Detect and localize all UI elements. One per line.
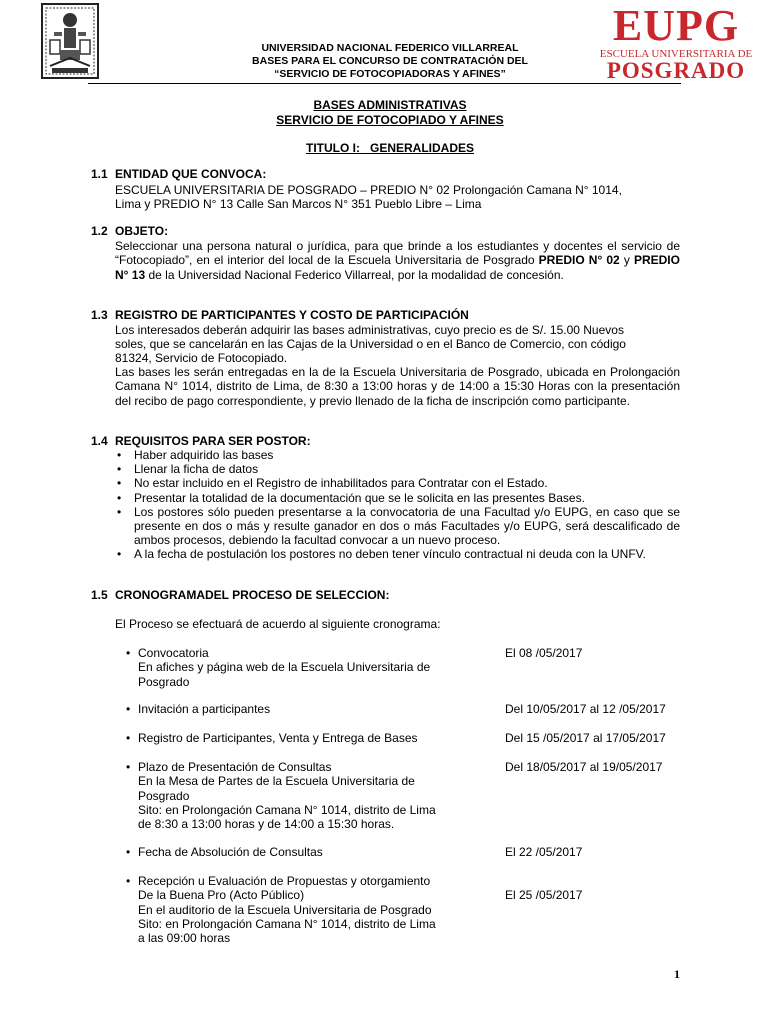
page-number: 1 bbox=[674, 967, 680, 981]
section-1-4-number: 1.4 bbox=[91, 434, 108, 448]
list-item: • Los postores sólo pueden presentarse a la convocatoria de una Facultad y/o EUPG, en caso que se presente en dos o más y resulte ganador en dos o más Facultades y/o EUPG, será descalificado de ambos procesos, debiendo la facultad convocar a un nuevo proceso. bbox=[115, 505, 680, 548]
section-1-2-title: OBJETO: bbox=[115, 224, 169, 238]
header-contest: BASES PARA EL CONCURSO DE CONTRATACIÓN DEL bbox=[252, 55, 528, 67]
schedule-date: Del 10/05/2017 al 12 /05/2017 bbox=[505, 702, 666, 716]
list-item: • A la fecha de postulación los postores no deben tener vínculo contractual ni deuda con la UNFV. bbox=[115, 547, 680, 561]
section-1-1-line2: Lima y PREDIO N° 13 Calle San Marcos N° 351 Pueblo Libre – Lima bbox=[115, 197, 482, 211]
schedule-row bbox=[126, 731, 486, 745]
bullet-icon: • bbox=[126, 845, 131, 859]
schedule-activity: Recepción u Evaluación de Propuestas y otorgamiento bbox=[138, 874, 431, 888]
schedule-row bbox=[126, 646, 486, 689]
logo-brand: EUPG bbox=[612, 1, 740, 50]
section-1-3-para2: Las bases les serán entregadas en la de la Escuela Universitaria de Posgrado, ubicada en Prolongación Camana N° 1014, distrito de Lima, de 8:30 a 13:00 horas y de 14:00 a 15:30 Horas con la presentación del recibo de pago correspondiente, y previo llenado de la ficha de inscripción como participante. bbox=[115, 365, 680, 408]
section-1-3-para1-line3: 81324, Servicio de Fotocopiado. bbox=[115, 351, 288, 365]
schedule-detail: De la Buena Pro (Acto Público) bbox=[138, 888, 305, 903]
schedule-activity: Plazo de Presentación de Consultas bbox=[138, 760, 332, 774]
bullet-icon: • bbox=[126, 874, 131, 888]
schedule-detail: Sito: en Prolongación Camana N° 1014, distrito de Lima bbox=[138, 916, 436, 931]
doc-title-line1: BASES ADMINISTRATIVAS bbox=[313, 98, 467, 112]
section-1-3-para1-line2: soles, que se cancelarán en las Cajas de la Universidad o en el Banco de Comercio, con código bbox=[115, 337, 626, 351]
schedule-row bbox=[126, 874, 486, 945]
header-university: UNIVERSIDAD NACIONAL FEDERICO VILLARREAL bbox=[261, 42, 519, 54]
logo-line2: POSGRADO bbox=[606, 58, 746, 83]
header-rule bbox=[88, 83, 681, 84]
schedule-intro: El Proceso se efectuará de acuerdo al siguiente cronograma: bbox=[115, 617, 441, 631]
schedule-row bbox=[126, 702, 486, 716]
schedule-detail: Sito: en Prolongación Camana N° 1014, distrito de Lima bbox=[138, 802, 436, 817]
schedule-detail: a las 09:00 horas bbox=[138, 931, 231, 946]
schedule-detail: Posgrado bbox=[138, 788, 190, 803]
section-1-1-number: 1.1 bbox=[91, 167, 108, 181]
schedule-date: El 25 /05/2017 bbox=[505, 888, 583, 902]
schedule-date: El 22 /05/2017 bbox=[505, 845, 583, 859]
bullet-icon: • bbox=[126, 731, 131, 745]
bullet-icon: • bbox=[126, 760, 131, 774]
schedule-detail: En el auditorio de la Escuela Universitaria de Posgrado bbox=[138, 902, 432, 917]
section-1-3-para1-line1: Los interesados deberán adquirir las bases administrativas, cuyo precio es de S/. 15.00 Nuevos bbox=[115, 323, 624, 337]
schedule-activity: Convocatoria bbox=[138, 646, 209, 660]
schedule-detail: de 8:30 a 13:00 horas y de 14:00 a 15:30 horas. bbox=[138, 817, 395, 832]
schedule-activity: Invitación a participantes bbox=[138, 702, 271, 716]
schedule-date: Del 15 /05/2017 al 17/05/2017 bbox=[505, 731, 666, 745]
section-1-5-title: CRONOGRAMADEL PROCESO DE SELECCION: bbox=[115, 588, 390, 602]
schedule-detail: En la Mesa de Partes de la Escuela Universitaria de bbox=[138, 774, 415, 789]
schedule-detail: Posgrado bbox=[138, 674, 190, 689]
schedule-row bbox=[126, 845, 486, 859]
list-item: • Haber adquirido las bases bbox=[115, 448, 680, 462]
section-1-4-title: REQUISITOS PARA SER POSTOR: bbox=[115, 434, 311, 448]
schedule-activity: Fecha de Absolución de Consultas bbox=[138, 845, 323, 859]
section-1-1-line1: ESCUELA UNIVERSITARIA DE POSGRADO – PREDIO N° 02 Prolongación Camana N° 1014, bbox=[115, 183, 622, 197]
section-1-3-number: 1.3 bbox=[91, 308, 108, 322]
eupg-logo bbox=[596, 2, 756, 82]
bullet-icon: • bbox=[126, 702, 131, 716]
header-service: “SERVICIO DE FOTOCOPIADORAS Y AFINES” bbox=[274, 68, 506, 80]
university-seal-icon bbox=[40, 2, 100, 80]
section-1-1-title: ENTIDAD QUE CONVOCA: bbox=[115, 167, 267, 181]
logo-line1: ESCUELA UNIVERSITARIA DE bbox=[599, 48, 753, 60]
requirements-list bbox=[115, 448, 680, 562]
list-item: • Llenar la ficha de datos bbox=[115, 462, 680, 476]
schedule-date: Del 18/05/2017 al 19/05/2017 bbox=[505, 760, 663, 774]
section-1-2-paragraph: Seleccionar una persona natural o jurídica, para que brinde a los estudiantes y docentes el servicio de “Fotocopiado”, en el interior del local de la Escuela Universitaria de Posgrado PREDIO N° 02 y PREDIO N° 13 de la Universidad Nacional Federico Villarreal, por la modalidad de concesión. bbox=[115, 239, 680, 282]
list-item: • Presentar la totalidad de la documentación que se le solicita en las presentes Bases. bbox=[115, 491, 680, 505]
chapter-title: TITULO I: GENERALIDADES bbox=[306, 141, 474, 155]
list-item: • No estar incluido en el Registro de inhabilitados para Contratar con el Estado. bbox=[115, 476, 680, 490]
schedule-detail: En afiches y página web de la Escuela Universitaria de bbox=[138, 660, 431, 675]
bullet-icon: • bbox=[126, 646, 131, 660]
section-1-5-number: 1.5 bbox=[91, 588, 108, 602]
schedule-activity: Registro de Participantes, Venta y Entrega de Bases bbox=[138, 731, 418, 745]
section-1-3-title: REGISTRO DE PARTICIPANTES Y COSTO DE PARTICIPACIÓN bbox=[115, 308, 469, 322]
section-1-2-number: 1.2 bbox=[91, 224, 108, 238]
doc-title-line2: SERVICIO DE FOTOCOPIADO Y AFINES bbox=[276, 113, 504, 127]
schedule-date: El 08 /05/2017 bbox=[505, 646, 583, 660]
schedule-row bbox=[126, 760, 486, 831]
